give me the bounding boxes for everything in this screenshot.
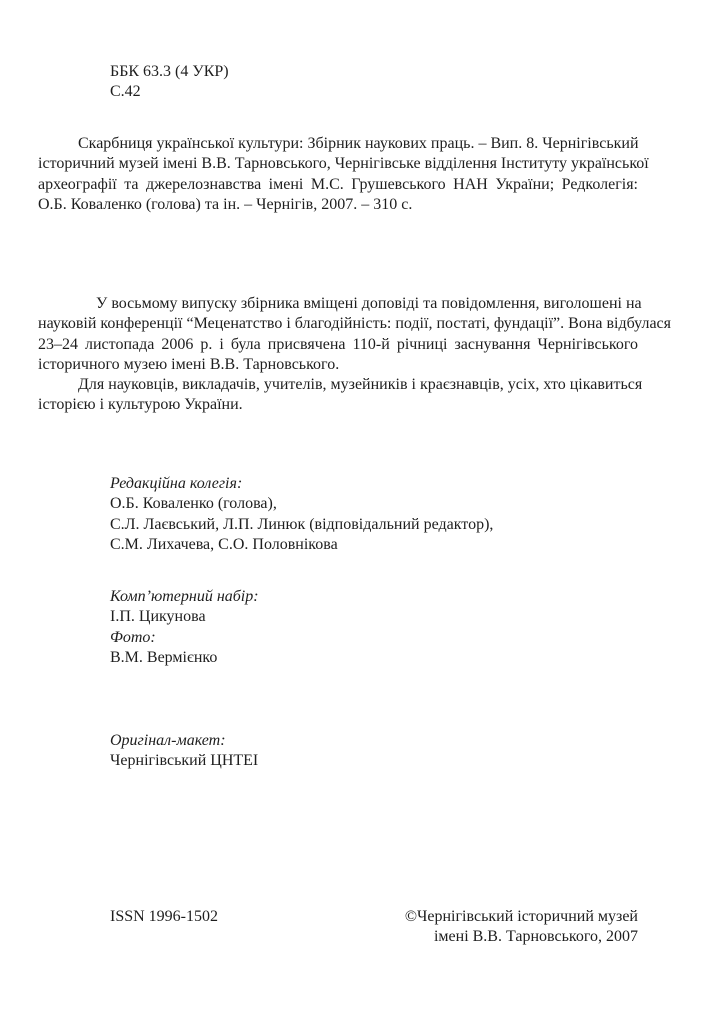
text-line: С.Л. Лаєвський, Л.П. Линюк (відповідальний редактор),	[110, 515, 494, 533]
copyright-notice	[405, 907, 638, 948]
abstract-block	[38, 294, 671, 416]
layout-names	[110, 751, 258, 771]
audience-paragraph	[38, 375, 643, 416]
text-line: історією і культурою України.	[38, 396, 243, 414]
typesetting-names	[110, 607, 259, 627]
classification-block	[110, 62, 229, 103]
editorial-board-section	[110, 474, 493, 555]
text-line: С.М. Лихачева, С.О. Половнікова	[110, 535, 338, 553]
issn-number: ISSN 1996-1502	[110, 908, 219, 925]
classifier-code: С.42	[110, 83, 141, 101]
text-line: І.П. Цикунова	[110, 608, 206, 626]
text-line: Скарбниця української культури: Збірник наукових праць. – Вип. 8. Чернігівський	[78, 135, 639, 152]
editorial-board-label: Редакційна колегія:	[110, 475, 243, 492]
text-line: В.М. Вермієнко	[110, 648, 218, 666]
text-line: У восьмому випуску збірника вміщені доповіді та повідомлення, виголошені на	[96, 295, 642, 312]
text-line: імені В.В. Тарновського, 2007	[433, 928, 638, 946]
text-line: О.Б. Коваленко (голова),	[110, 495, 277, 513]
text-line: історичного музею імені В.В. Тарновського.	[38, 355, 340, 373]
bibliographic-description	[38, 134, 649, 215]
photo-label: Фото:	[110, 628, 156, 646]
text-line: О.Б. Коваленко (голова) та ін. – Чернігів, 2007. – 310 с.	[38, 195, 413, 213]
bbk-code: ББК 63.3 (4 УКР)	[110, 63, 229, 80]
abstract-paragraph	[38, 294, 671, 375]
typesetting-label: Комп’ютерний набір:	[110, 588, 259, 605]
text-line: Чернігівський ЦНТЕІ	[110, 752, 259, 770]
layout-label: Оригінал-макет:	[110, 732, 226, 749]
photo-names	[110, 648, 259, 668]
text-line: історичний музей імені В.В. Тарновського, Чернігівське відділення Інституту української	[38, 155, 649, 173]
production-credits-section	[110, 587, 259, 668]
text-line: археографії та джерелознавства імені М.С. Грушевського НАН України; Редколегія:	[38, 175, 638, 193]
text-line: науковій конференції “Меценатство і благодійність: події, постаті, фундації”. Вона відбулася	[38, 315, 671, 333]
editorial-board-members	[110, 494, 493, 555]
text-line: ©Чернігівський історичний музей	[404, 908, 638, 925]
text-line: Для науковців, викладачів, учителів, музейників і краєзнавців, усіх, хто цікавиться	[78, 376, 643, 394]
layout-credit-section	[110, 731, 258, 772]
text-line: 23–24 листопада 2006 р. і була присвячена 110-й річниці заснування Чернігівського	[38, 335, 638, 353]
